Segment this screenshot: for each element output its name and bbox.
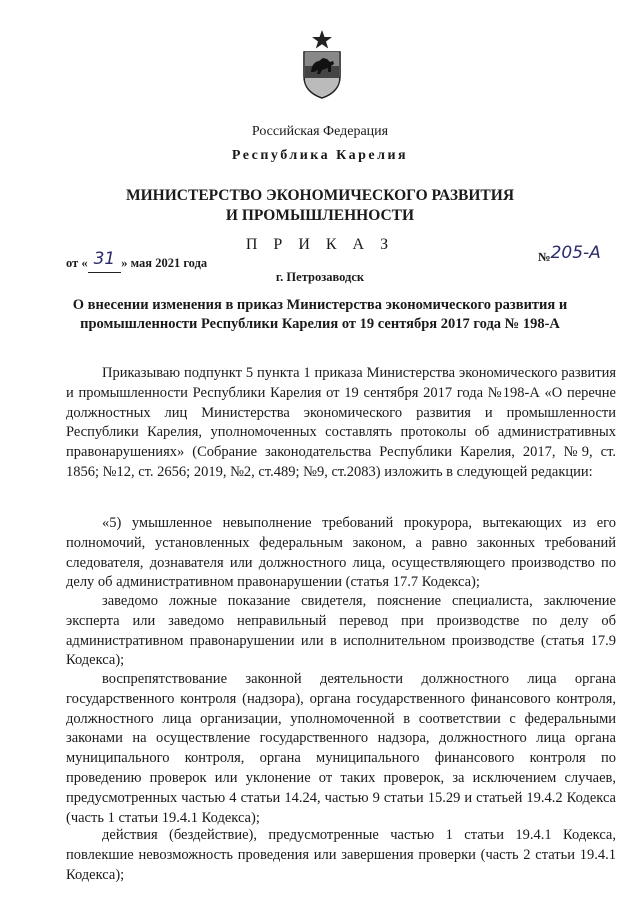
karelia-coat-of-arms-icon xyxy=(300,28,344,100)
order-subject xyxy=(0,296,640,334)
date-prefix: от « xyxy=(66,256,88,270)
body-paragraph: заведомо ложные показание свидетеля, пояснение специалиста, заключение эксперта или заведомо неправильный перевод при производстве по делу об административном правонарушении или в исполнительном производстве (статья 17.9 Кодекса); xyxy=(66,593,616,669)
order-number xyxy=(538,243,601,266)
number-prefix: № xyxy=(538,250,551,264)
date-suffix: » мая 2021 года xyxy=(121,256,208,270)
body-paragraph: воспрепятствование законной деятельности должностного лица органа государственного контроля (надзора), органа государственного финансового контроля, должностного лица организации, уполномоченной в соответствии с федеральными законами на осуществление государственного надзора, должностного лица органа муниципального контроля, органа муниципального финансового контроля по проведению проверок или уклонение от таких проверок, за исключением случаев, предусмотренных частью 4 статьи 14.24, частью 9 статьи 15.29 и статьей 19.4.2 Кодекса (часть 1 статьи 19.4.1 Кодекса); xyxy=(66,671,616,826)
republic-name: Республика Карелия xyxy=(231,148,409,163)
body-paragraph: действия (бездействие), предусмотренные частью 1 статьи 19.4.1 Кодекса, повлекшие невозможность проведения или завершения проверки (часть 2 статьи 19.4.1 Кодекса); xyxy=(66,827,616,883)
order-title: П Р И К А З xyxy=(245,236,395,253)
order-number-handwritten: 205-А xyxy=(550,243,601,263)
body-paragraph: «5) умышленное невыполнение требований прокурора, вытекающих из его полномочий, установленных федеральным законом, а равно законных требований следователя, дознавателя или должностного лица, осуществляющего производство по делу об административном правонарушении (статья 17.7 Кодекса); xyxy=(66,515,616,591)
subject-line-2: промышленности Республики Карелия от 19 сентября 2017 года № 198-А xyxy=(80,316,560,332)
ministry-line-2: И ПРОМЫШЛЕННОСТИ xyxy=(225,207,415,224)
subject-line-1: О внесении изменения в приказ Министерства экономического развития и xyxy=(72,297,568,313)
date-day-handwritten: 31 xyxy=(93,249,116,269)
country-name: Российская Федерация xyxy=(251,124,389,139)
ministry-name xyxy=(0,186,640,226)
city-name: г. Петрозаводск xyxy=(275,270,365,284)
body-paragraph: Приказываю подпункт 5 пункта 1 приказа Министерства экономического развития и промышленности Республики Карелия от 19 сентября 2017 года №198-А «О перечне должностных лиц Министерства экономического развития и промышленности Республики Карелия, уполномоченных составлять протоколы об административных правонарушениях» (Собрание законодательства Республики Карелия, 2017, №9, ст. 1856; №12, ст. 2656; 2019, №2, ст.489; №9, ст.2083) изложить в следующей редакции: xyxy=(66,365,616,480)
ministry-line-1: МИНИСТЕРСТВО ЭКОНОМИЧЕСКОГО РАЗВИТИЯ xyxy=(125,187,515,204)
